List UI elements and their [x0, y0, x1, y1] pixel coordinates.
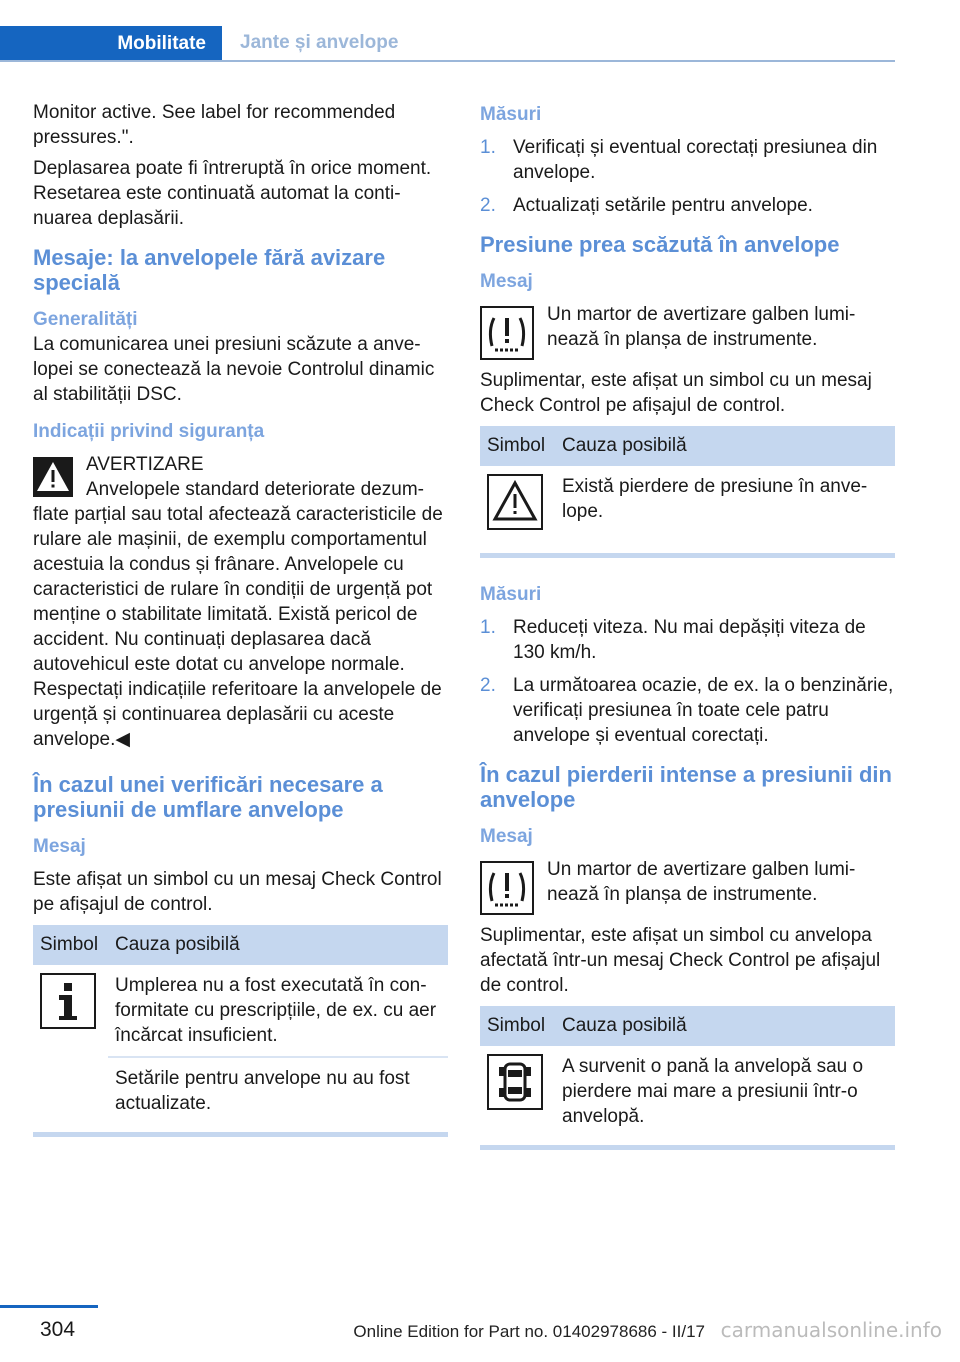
heading-mesaj: Mesaj	[33, 836, 86, 857]
heading-generalitati: Generalități	[33, 309, 138, 330]
list-number: 2.	[480, 675, 496, 696]
table-cell-cause: Setările pentru anvelope nu au fost actualizate.	[108, 1057, 448, 1124]
list-item: 1. Reduceți viteza. Nu mai depășiți viteza de 130 km/h.	[480, 617, 866, 663]
watermark: carmanualsonline.info	[720, 1318, 942, 1342]
warning-title: AVERTIZARE	[86, 454, 204, 475]
section-tab-jante[interactable]: Jante și anvelope	[240, 32, 399, 53]
warning-text: Anvelopele standard deteriorate dezumflate parțial sau total afectează caracteristicile de rulare ale mașinii, de exemplu comportamentul acestuia la condus și frânare. Anvelopele cu caracteristici de rulare în condiții de urgență pot menține o stabilitate limitată. Există pericol de accident. Nu continuați deplasarea dacă autovehicul este dotat cu anvelope normale. Respectați indicațiile referitoare la anvelopele de urgență și continuarea deplasării cu aceste anvelope.◀	[33, 479, 443, 750]
page-header	[0, 26, 895, 62]
car-tire-icon	[487, 1054, 543, 1110]
footer-rule	[0, 1305, 98, 1308]
table-end-rule	[480, 1145, 895, 1150]
table-row	[33, 1057, 448, 1124]
heading-mesaj: Mesaj	[480, 826, 533, 847]
warning-triangle-icon	[33, 457, 73, 497]
heading-presiune-scazuta: Presiune prea scăzută în anvelope	[480, 232, 840, 257]
table-header-symbol: Simbol	[480, 1006, 555, 1046]
symbol-table	[480, 1006, 895, 1137]
paragraph: Monitor active. See label for recommended pressures.".	[33, 102, 396, 148]
table-header-symbol: Simbol	[480, 426, 555, 466]
list-number: 1.	[480, 137, 496, 158]
table-cell-symbol	[480, 1046, 555, 1137]
tire-pressure-warning-icon	[480, 861, 534, 915]
heading-mesaje: Mesaje: la anvelopele fără avizare specială	[33, 245, 386, 295]
warning-triangle-icon	[487, 474, 543, 530]
indicator-text: Un martor de avertizare galben luminează în planșa de instrumente.	[547, 304, 856, 350]
table-row	[33, 965, 448, 1057]
table-header-symbol: Simbol	[33, 925, 108, 965]
warning-block	[33, 452, 448, 477]
heading-verificare: În cazul unei verificări necesare a presiunii de umflare anvelope	[33, 772, 383, 822]
list-number: 1.	[480, 617, 496, 638]
symbol-table	[33, 925, 448, 1124]
list-item: 2. Actualizați setările pentru anvelope.	[480, 195, 813, 216]
table-cell-symbol	[480, 466, 555, 545]
heading-siguranta: Indicații privind siguranța	[33, 421, 265, 442]
table-header-cause: Cauza posibilă	[555, 426, 895, 466]
table-cell-symbol	[33, 965, 108, 1057]
list-item: 2. La următoarea ocazie, de ex. la o benzinărie, verificați presiunea în toate cele patru anvelope și eventual corectați.	[480, 675, 894, 746]
table-cell-cause: Umplerea nu a fost executată în conformitate cu prescripțiile, de ex. cu aer încărcat insuficient.	[115, 975, 437, 1046]
info-icon	[40, 973, 96, 1029]
indicator-text: Un martor de avertizare galben luminează în planșa de instrumente.	[547, 859, 856, 905]
section-tab-mobilitate[interactable]: Mobilitate	[0, 26, 222, 62]
heading-masuri: Măsuri	[480, 584, 542, 605]
table-cell-cause: A survenit o pană la anvelopă sau o pierdere mai mare a presiunii într-o anvelopă.	[562, 1056, 864, 1127]
table-cell-symbol	[33, 1057, 108, 1124]
heading-mesaj: Mesaj	[480, 271, 533, 292]
paragraph: La comunicarea unei presiuni scăzute a anvelopei se conectează la nevoie Controlul dinamic al stabilității DSC.	[33, 334, 435, 405]
paragraph: Suplimentar, este afișat un simbol cu anvelopa afectată într-un mesaj Check Control pe afișajul de control.	[480, 925, 881, 996]
indicator-row	[480, 857, 895, 915]
page-number: 304	[40, 1318, 76, 1341]
paragraph: Este afișat un simbol cu un mesaj Check Control pe afișajul de control.	[33, 869, 442, 915]
edition-text: Online Edition for Part no. 01402978686 - II/17	[353, 1322, 705, 1341]
table-cell-cause: Există pierdere de presiune în anvelope.	[562, 476, 868, 522]
list-item: 1. Verificați și eventual corectați presiunea din anvelope.	[480, 137, 878, 183]
paragraph: Suplimentar, este afișat un simbol cu un mesaj Check Control pe afișajul de control.	[480, 370, 872, 416]
steps-list	[480, 135, 895, 218]
right-column	[480, 100, 895, 1150]
left-column	[33, 100, 448, 1137]
steps-list	[480, 615, 895, 748]
table-header-cause: Cauza posibilă	[108, 925, 448, 965]
heading-pierdere-intensa: În cazul pierderii intense a presiunii din anvelope	[480, 762, 892, 812]
table-row	[480, 466, 895, 545]
table-header-cause: Cauza posibilă	[555, 1006, 895, 1046]
heading-masuri: Măsuri	[480, 104, 542, 125]
table-row	[480, 1046, 895, 1137]
header-rule	[0, 60, 895, 62]
table-end-rule	[33, 1132, 448, 1137]
indicator-row	[480, 302, 895, 360]
paragraph: Deplasarea poate fi întreruptă în orice moment. Resetarea este continuată automat la continuarea deplasării.	[33, 158, 432, 229]
tire-pressure-warning-icon	[480, 306, 534, 360]
symbol-table	[480, 426, 895, 545]
table-end-rule	[480, 553, 895, 558]
list-number: 2.	[480, 195, 496, 216]
